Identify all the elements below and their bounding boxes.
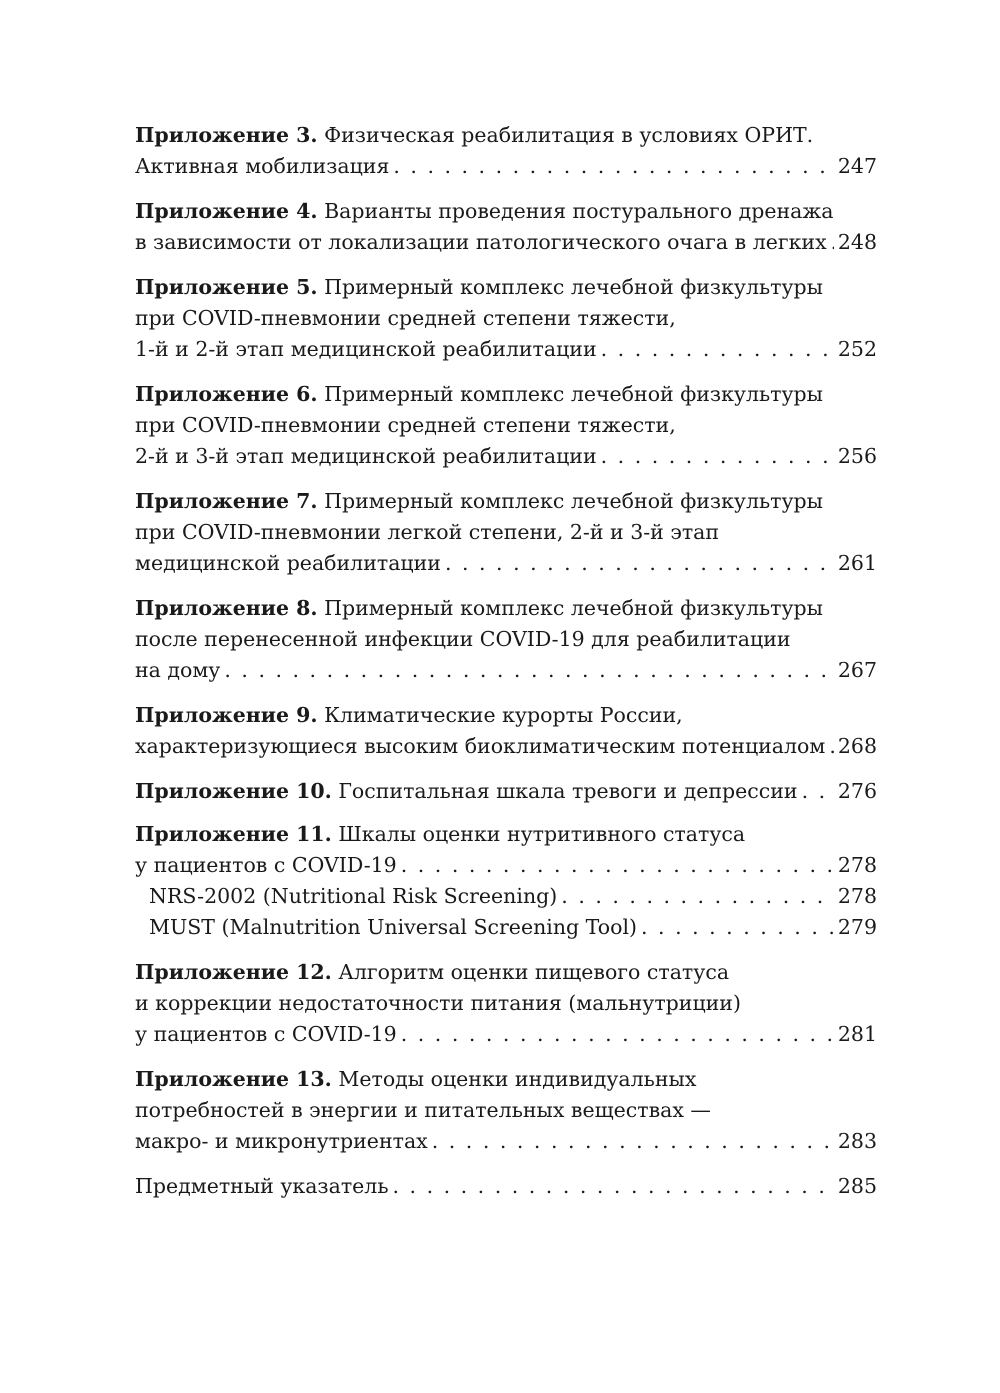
toc-entry-line [135, 227, 877, 258]
dot-leader [432, 1126, 834, 1157]
toc-entry-title: Примерный комплекс лечебной физкультуры [324, 596, 824, 620]
dot-leader [445, 548, 834, 579]
page-number: 252 [837, 337, 877, 361]
toc-entry-line [135, 1064, 877, 1095]
toc-entry-label: Приложение 5. [135, 275, 318, 299]
dot-leader [393, 151, 833, 182]
toc-entry-line [135, 410, 877, 441]
page-number: 256 [837, 444, 877, 468]
page-number: 278 [837, 853, 877, 877]
toc-entry-title: Физическая реабилитация в условиях ОРИТ. [324, 123, 814, 147]
toc-entry-title: 1-й и 2-й этап медицинской реабилитации [135, 337, 597, 361]
dot-leader [641, 912, 834, 943]
toc-entry-appendix-6[interactable] [135, 379, 877, 472]
toc-entry-appendix-10[interactable] [135, 776, 877, 807]
page-number: 283 [837, 1129, 877, 1153]
toc-entry-title: Предметный указатель [135, 1174, 389, 1198]
toc-entry-line [135, 988, 877, 1019]
toc-entry-title: при COVID-пневмонии легкой степени, 2-й и 3-й этап [135, 520, 720, 544]
toc-subentry-must[interactable] [135, 912, 877, 943]
toc-entry-line [135, 517, 877, 548]
toc-entry-appendix-7[interactable] [135, 486, 877, 579]
toc-entry-title: макро- и микронутриентах [135, 1129, 428, 1153]
dot-leader [601, 334, 834, 365]
toc-entry-title: Методы оценки индивидуальных [338, 1067, 697, 1091]
toc-entry-title: Климатические курорты России, [324, 703, 683, 727]
toc-entry-line [135, 850, 877, 881]
dot-leader [393, 1171, 834, 1202]
toc-entry-line [135, 1019, 877, 1050]
dot-leader [224, 655, 833, 686]
page-number: 247 [837, 154, 877, 178]
toc-entry-title: Госпитальная шкала тревоги и депрессии [338, 779, 798, 803]
toc-entry-subject-index[interactable] [135, 1171, 877, 1202]
toc-entry-label: Приложение 8. [135, 596, 318, 620]
toc-entry-title: при COVID-пневмонии средней степени тяжести, [135, 413, 676, 437]
toc-entry-title: у пациентов с COVID-19 [135, 1022, 397, 1046]
toc-entry-line [135, 1126, 877, 1157]
toc-entry-line [135, 593, 877, 624]
toc-entry-title: 2-й и 3-й этап медицинской реабилитации [135, 444, 597, 468]
toc-entry-line [135, 334, 877, 365]
page-number: 248 [837, 230, 877, 254]
page-number: 285 [837, 1174, 877, 1198]
toc-entry-label: Приложение 7. [135, 489, 318, 513]
toc-entry-title: Варианты проведения постурального дренажа [324, 199, 834, 223]
toc-entry-line [135, 120, 877, 151]
dot-leader [561, 881, 834, 912]
dot-leader [831, 227, 834, 258]
toc-entry-label: Приложение 12. [135, 960, 332, 984]
toc-subentry-title: NRS-2002 (Nutritional Risk Screening) [149, 884, 558, 908]
toc-entry-line [135, 957, 877, 988]
dot-leader [802, 776, 834, 807]
toc-entry-line [135, 379, 877, 410]
toc-entry-title: и коррекции недостаточности питания (мальнутриции) [135, 991, 741, 1015]
toc-entry-line [135, 776, 877, 807]
toc-entry-label: Приложение 3. [135, 123, 318, 147]
page-number: 279 [837, 915, 877, 939]
toc-entry-appendix-11[interactable] [135, 819, 877, 943]
page-number: 278 [837, 884, 877, 908]
toc-entry-title: в зависимости от локализации патологического очага в легких [135, 230, 827, 254]
toc-entry-label: Приложение 13. [135, 1067, 332, 1091]
toc-entry-appendix-9[interactable] [135, 700, 877, 762]
toc-entry-title: медицинской реабилитации [135, 551, 441, 575]
dot-leader [829, 731, 834, 762]
toc-entry-title: Примерный комплекс лечебной физкультуры [324, 275, 824, 299]
toc-entry-title: Примерный комплекс лечебной физкультуры [324, 382, 824, 406]
toc-entry-title: у пациентов с COVID-19 [135, 853, 397, 877]
toc-entry-line [135, 548, 877, 579]
toc-entry-line [135, 272, 877, 303]
toc-entry-line [135, 196, 877, 227]
toc-entry-label: Приложение 10. [135, 779, 332, 803]
page-number: 261 [837, 551, 877, 575]
toc-entry-title: потребностей в энергии и питательных веществах — [135, 1098, 711, 1122]
dot-leader [401, 850, 834, 881]
page-number: 268 [837, 734, 877, 758]
toc-entry-line [135, 624, 877, 655]
toc-entry-line [135, 486, 877, 517]
dot-leader [601, 441, 834, 472]
toc-entry-line [135, 819, 877, 850]
toc-entry-line [135, 303, 877, 334]
table-of-contents [135, 120, 877, 1214]
toc-entry-appendix-13[interactable] [135, 1064, 877, 1157]
toc-subentry-title: MUST (Malnutrition Universal Screening Tool) [149, 915, 637, 939]
toc-entry-label: Приложение 4. [135, 199, 318, 223]
toc-entry-line [135, 151, 877, 182]
toc-entry-title: при COVID-пневмонии средней степени тяжести, [135, 306, 676, 330]
toc-entry-label: Приложение 6. [135, 382, 318, 406]
toc-entry-appendix-8[interactable] [135, 593, 877, 686]
toc-entry-title: Примерный комплекс лечебной физкультуры [324, 489, 824, 513]
toc-entry-line [135, 1171, 877, 1202]
toc-entry-title: Активная мобилизация [135, 154, 390, 178]
toc-entry-title: Алгоритм оценки пищевого статуса [338, 960, 730, 984]
toc-entry-line [135, 441, 877, 472]
toc-entry-appendix-4[interactable] [135, 196, 877, 258]
page-number: 281 [837, 1022, 877, 1046]
toc-entry-label: Приложение 9. [135, 703, 318, 727]
toc-entry-label: Приложение 11. [135, 822, 332, 846]
toc-entry-appendix-5[interactable] [135, 272, 877, 365]
toc-entry-appendix-12[interactable] [135, 957, 877, 1050]
dot-leader [401, 1019, 834, 1050]
page-number: 276 [837, 779, 877, 803]
toc-entry-line [135, 1095, 877, 1126]
toc-entry-title: на дому [135, 658, 221, 682]
toc-entry-line [135, 655, 877, 686]
toc-entry-title: Шкалы оценки нутритивного статуса [338, 822, 746, 846]
toc-entry-title: характеризующиеся высоким биоклиматическим потенциалом [135, 734, 826, 758]
toc-subentry-nrs-2002[interactable] [135, 881, 877, 912]
toc-entry-title: после перенесенной инфекции COVID-19 для реабилитации [135, 627, 791, 651]
page-number: 267 [837, 658, 877, 682]
toc-entry-line [135, 731, 877, 762]
toc-entry-line [135, 700, 877, 731]
toc-entry-appendix-3[interactable] [135, 120, 877, 182]
